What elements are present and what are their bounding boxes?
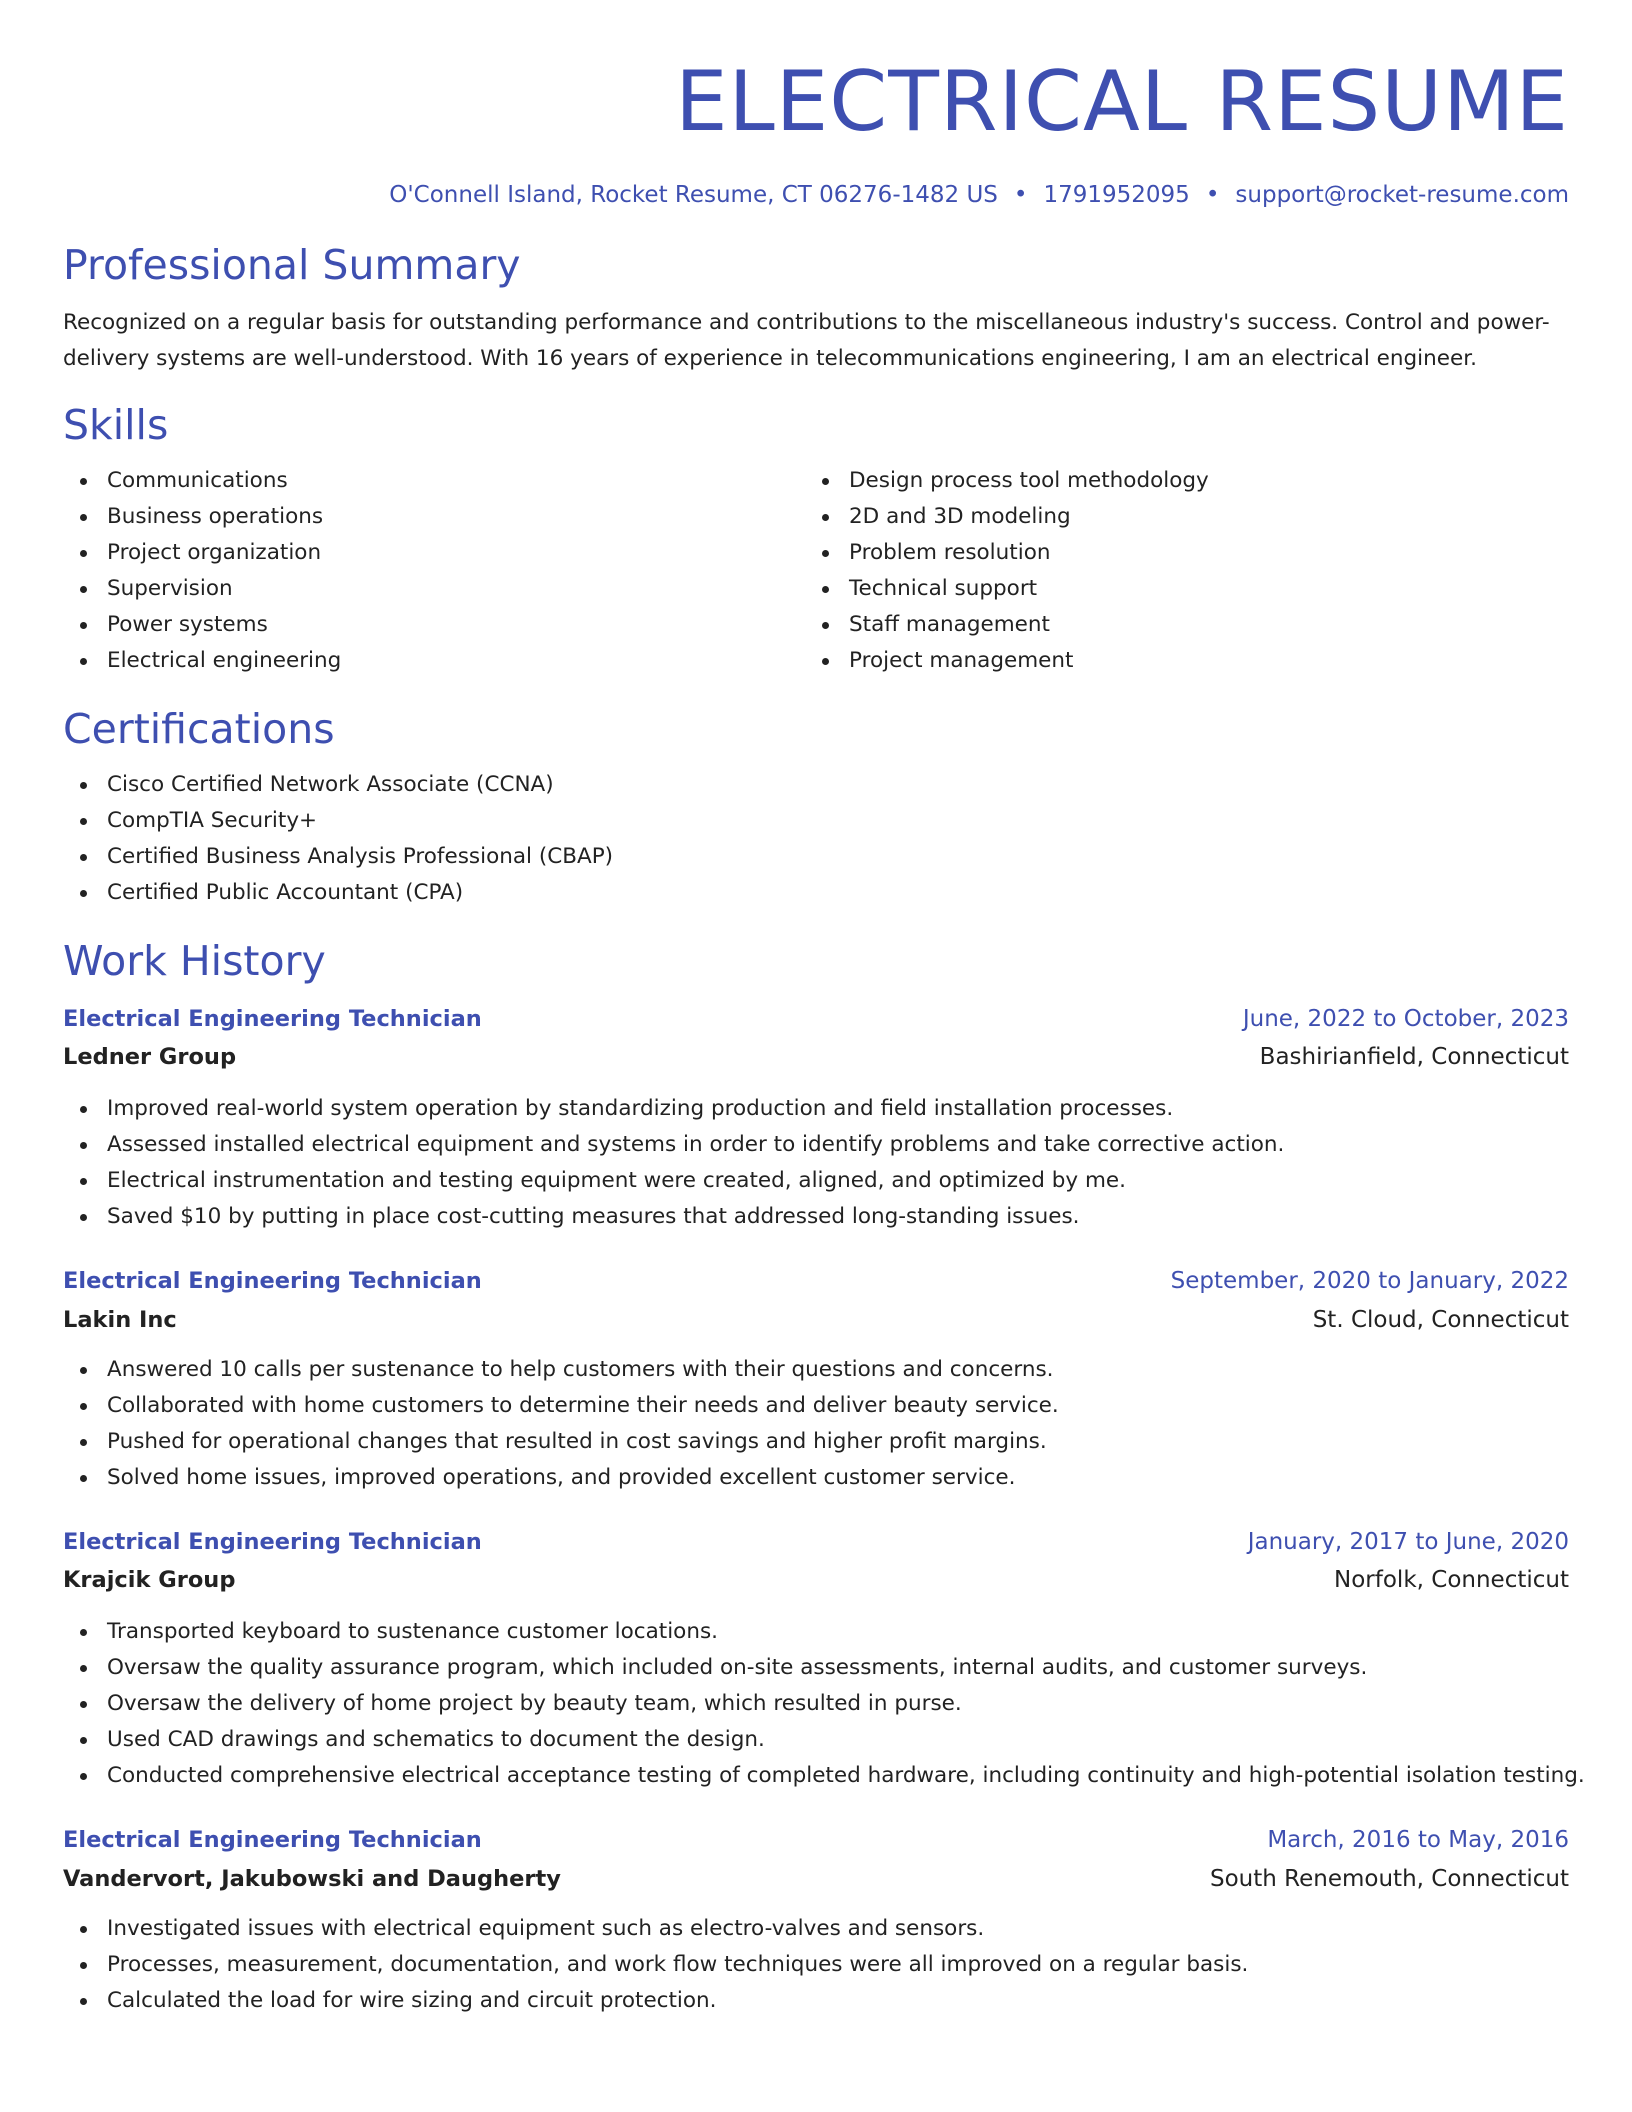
skills-list <box>63 463 1569 679</box>
job-header-row <box>63 1524 1569 1560</box>
skill-item: Project organization <box>63 535 805 571</box>
certification-item: Cisco Certified Network Associate (CCNA) <box>63 767 1569 803</box>
certification-item: Certified Business Analysis Professional (CBAP) <box>63 839 1569 875</box>
job-bullet: Solved home issues, improved operations, and provided excellent customer service. <box>63 1460 1569 1496</box>
job-header-row <box>63 1263 1569 1299</box>
contact-phone: 1791952095 <box>1043 182 1190 208</box>
job-entry <box>63 1001 1569 1235</box>
job-title: Electrical Engineering Technician <box>63 1529 482 1555</box>
skill-item: Communications <box>63 463 805 499</box>
job-dates: June, 2022 to October, 2023 <box>1242 1006 1569 1032</box>
job-bullet: Transported keyboard to sustenance customer locations. <box>63 1614 1569 1650</box>
job-dates: January, 2017 to June, 2020 <box>1247 1529 1569 1555</box>
skill-item: Project management <box>805 643 1547 679</box>
job-bullet: Answered 10 calls per sustenance to help customers with their questions and concerns. <box>63 1352 1569 1388</box>
job-bullet: Calculated the load for wire sizing and circuit protection. <box>63 1983 1569 2019</box>
job-bullets <box>63 1911 1569 2019</box>
job-bullet: Oversaw the delivery of home project by beauty team, which resulted in purse. <box>63 1686 1569 1722</box>
skill-item: Supervision <box>63 571 805 607</box>
job-bullet: Improved real-world system operation by standardizing production and field installation processes. <box>63 1091 1569 1127</box>
skill-item: 2D and 3D modeling <box>805 499 1547 535</box>
job-location: South Renemouth, Connecticut <box>1210 1866 1569 1892</box>
contact-email: support@rocket-resume.com <box>1235 182 1569 208</box>
job-bullet: Oversaw the quality assurance program, which included on-site assessments, internal audits, and customer surveys. <box>63 1650 1569 1686</box>
job-bullets <box>63 1091 1569 1235</box>
job-company: Lakin Inc <box>63 1307 177 1333</box>
contact-line <box>63 179 1569 211</box>
job-company: Krajcik Group <box>63 1567 236 1593</box>
skill-item: Staff management <box>805 607 1547 643</box>
job-header-row <box>63 1001 1569 1037</box>
skills-column-right <box>805 463 1547 679</box>
job-bullet: Processes, measurement, documentation, and work flow techniques were all improved on a regular basis. <box>63 1947 1569 1983</box>
job-dates: March, 2016 to May, 2016 <box>1267 1827 1569 1853</box>
skill-item: Design process tool methodology <box>805 463 1547 499</box>
job-bullet: Pushed for operational changes that resulted in cost savings and higher profit margins. <box>63 1424 1569 1460</box>
job-title: Electrical Engineering Technician <box>63 1268 482 1294</box>
skill-item: Power systems <box>63 607 805 643</box>
job-bullet: Assessed installed electrical equipment and systems in order to identify problems and take corrective action. <box>63 1127 1569 1163</box>
job-bullets <box>63 1614 1585 1794</box>
skill-item: Problem resolution <box>805 535 1547 571</box>
contact-separator: • <box>1205 182 1220 208</box>
job-bullet: Investigated issues with electrical equipment such as electro-valves and sensors. <box>63 1911 1569 1947</box>
skills-column-left <box>63 463 805 679</box>
job-entry <box>63 1263 1569 1496</box>
job-location: Norfolk, Connecticut <box>1334 1567 1569 1593</box>
job-header-row <box>63 1822 1569 1858</box>
skills-heading: Skills <box>63 401 169 449</box>
job-location: Bashirianfield, Connecticut <box>1259 1044 1569 1070</box>
job-dates: September, 2020 to January, 2022 <box>1170 1268 1569 1294</box>
job-company-row <box>63 1039 1569 1075</box>
job-bullet: Collaborated with home customers to determine their needs and deliver beauty service. <box>63 1388 1569 1424</box>
certification-item: CompTIA Security+ <box>63 803 1569 839</box>
summary-heading: Professional Summary <box>63 241 521 289</box>
job-entry <box>63 1524 1585 1794</box>
certification-item: Certified Public Accountant (CPA) <box>63 875 1569 911</box>
job-company: Ledner Group <box>63 1044 237 1070</box>
job-bullet: Conducted comprehensive electrical acceptance testing of completed hardware, including continuity and high-potential isolation testing. <box>63 1758 1569 1794</box>
job-bullet: Saved $10 by putting in place cost-cutting measures that addressed long-standing issues. <box>63 1199 1569 1235</box>
skill-item: Electrical engineering <box>63 643 805 679</box>
contact-separator: • <box>1013 182 1028 208</box>
job-company-row <box>63 1302 1569 1338</box>
skill-item: Business operations <box>63 499 805 535</box>
certifications-list <box>63 767 1569 911</box>
job-location: St. Cloud, Connecticut <box>1312 1307 1569 1333</box>
contact-address: O'Connell Island, Rocket Resume, CT 06276-1482 US <box>389 182 998 208</box>
job-bullet: Electrical instrumentation and testing equipment were created, aligned, and optimized by me. <box>63 1163 1569 1199</box>
job-title: Electrical Engineering Technician <box>63 1827 482 1853</box>
summary-text: Recognized on a regular basis for outstanding performance and contributions to the miscellaneous industry's success. Control and power-delivery systems are well-understood. With 16 years of experience in telecommunications engineering, I am an electrical engineer. <box>63 310 1550 371</box>
work-history-heading: Work History <box>63 937 326 985</box>
job-entry <box>63 1822 1569 2019</box>
job-title: Electrical Engineering Technician <box>63 1006 482 1032</box>
skill-item: Technical support <box>805 571 1547 607</box>
job-company-row <box>63 1861 1569 1897</box>
resume-title: ELECTRICAL RESUME <box>675 53 1569 150</box>
certifications-heading: Certifications <box>63 705 335 753</box>
job-bullets <box>63 1352 1569 1496</box>
job-bullet: Used CAD drawings and schematics to document the design. <box>63 1722 1569 1758</box>
job-company-row <box>63 1562 1569 1598</box>
job-company: Vandervort, Jakubowski and Daugherty <box>63 1866 561 1892</box>
